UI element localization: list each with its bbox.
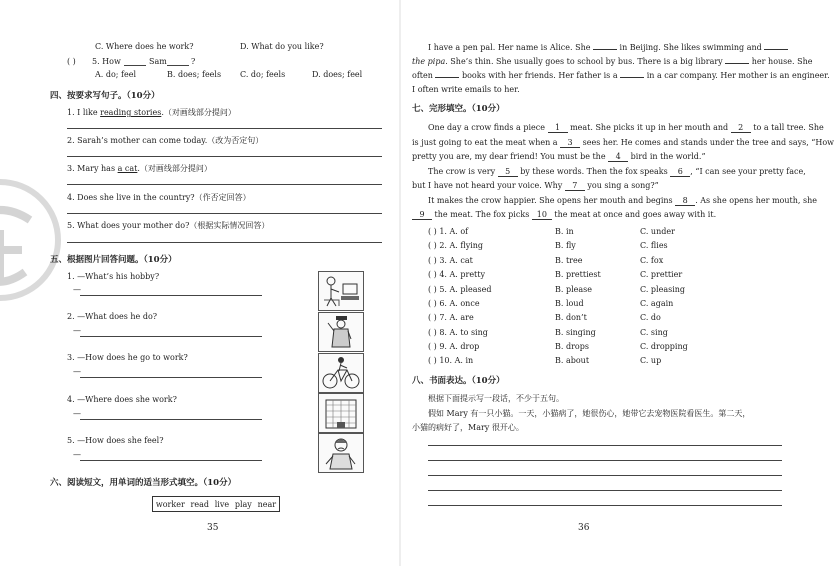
choice-row-1-a[interactable]: ( ) 1. A. of — [428, 227, 469, 236]
q5-paren: ( ) — [67, 57, 76, 66]
sec5-dash-5: — — [73, 450, 81, 459]
left-page — [0, 0, 400, 566]
q5-option-b: B. does; feels — [167, 70, 222, 79]
sec5-answer-line-2[interactable] — [80, 335, 262, 337]
choice-row-2-b[interactable]: B. fly — [555, 241, 576, 250]
sec5-dash-2: — — [73, 326, 81, 335]
sec4-item-5: 5. What does your mother do?（根据实际情况回答） — [67, 221, 270, 230]
choice-row-1-c[interactable]: C. under — [640, 227, 675, 236]
choice-row-1-b[interactable]: B. in — [555, 227, 574, 236]
q4-option-c: C. Where does he work? — [95, 42, 194, 51]
sec5-dash-4: — — [73, 409, 81, 418]
sec5-question-1: 1. —What’s his hobby? — [67, 272, 160, 281]
word-bank-item: near — [257, 499, 277, 509]
sec5-dash-3: — — [73, 367, 81, 376]
boy-computer-icon — [318, 271, 364, 311]
section-6-title: 六、阅读短文，用单词的适当形式填空。（10分） — [50, 478, 237, 488]
choice-row-7-c[interactable]: C. do — [640, 313, 661, 322]
choice-row-5-b[interactable]: B. please — [555, 285, 592, 294]
choice-row-3-a[interactable]: ( ) 3. A. cat — [428, 256, 473, 265]
word-bank-item: worker — [155, 499, 185, 509]
sec8-prompt-line-2: 小猫的病好了，Mary 很开心。 — [412, 423, 524, 432]
sec4-answer-line-1[interactable] — [67, 127, 382, 129]
sec8-prompt-line-1: 假如 Mary 有一只小猫。一天，小猫病了，她很伤心，她带它去宠物医院看医生。第二天， — [428, 409, 751, 418]
sec4-answer-line-2[interactable] — [67, 155, 382, 157]
choice-row-9-c[interactable]: C. dropping — [640, 342, 688, 351]
sec4-item-1: 1. I like reading stories.（对画线部分提问） — [67, 108, 236, 117]
section-8-title: 八、书面表达。（10分） — [412, 376, 505, 386]
q5-option-a: A. do; feel — [95, 70, 137, 79]
q4-option-d: D. What do you like? — [240, 42, 324, 51]
sec5-question-5: 5. —How does she feel? — [67, 436, 164, 445]
choice-row-6-b[interactable]: B. loud — [555, 299, 584, 308]
building-icon — [318, 393, 364, 433]
choice-row-9-a[interactable]: ( ) 9. A. drop — [428, 342, 480, 351]
choice-row-4-b[interactable]: B. prettiest — [555, 270, 601, 279]
choice-row-8-c[interactable]: C. sing — [640, 328, 668, 337]
writing-line-5[interactable] — [428, 504, 782, 506]
choice-row-4-a[interactable]: ( ) 4. A. pretty — [428, 270, 485, 279]
sec4-answer-line-5[interactable] — [67, 241, 382, 243]
choice-row-7-b[interactable]: B. don’t — [555, 313, 587, 322]
sad-girl-icon — [318, 433, 364, 473]
cloze-line-2: is just going to eat the meat when a 3 sees her. He comes and stands under the tree and says, “How — [412, 138, 834, 147]
choice-row-2-a[interactable]: ( ) 2. A. flying — [428, 241, 484, 250]
choice-row-3-b[interactable]: B. tree — [555, 256, 583, 265]
passage-line-4: I often write emails to her. — [412, 85, 520, 94]
section-4-title: 四、按要求写句子。（10分） — [50, 91, 160, 101]
passage-line-2: the pipa. She’s thin. She usually goes to school by bus. There is a big library her house. She — [412, 57, 813, 66]
sec5-dash-1: — — [73, 285, 81, 294]
cloze-line-5: but I have not heard your voice. Why 7 you sing a song?” — [412, 181, 659, 190]
choice-row-5-c[interactable]: C. pleasing — [640, 285, 686, 294]
sec5-answer-line-1[interactable] — [80, 294, 262, 296]
passage-line-1: I have a pen pal. Her name is Alice. She in Beijing. She likes swimming and — [428, 44, 788, 52]
page-number-left: 35 — [207, 523, 219, 533]
sec8-instruction: 根据下面提示写一段话，不少于五句。 — [428, 394, 564, 403]
q5-option-c: C. do; feels — [240, 70, 286, 79]
choice-row-7-a[interactable]: ( ) 7. A. are — [428, 313, 474, 322]
choice-row-8-b[interactable]: B. singing — [555, 328, 596, 337]
word-bank-item: read — [190, 499, 209, 509]
sec4-item-3: 3. Mary has a cat.（对画线部分提问） — [67, 164, 212, 173]
sec4-item-2: 2. Sarah’s mother can come today.（改为否定句） — [67, 136, 264, 145]
sec5-question-4: 4. —Where does she work? — [67, 395, 177, 404]
writing-line-3[interactable] — [428, 474, 782, 476]
bicycle-icon — [318, 353, 364, 393]
q5-stem-a: 5. How — [92, 57, 121, 66]
q5-option-d: D. does; feel — [312, 70, 363, 79]
sec4-answer-line-4[interactable] — [67, 212, 382, 214]
q5-stem-c: ? — [191, 57, 196, 66]
sec5-answer-line-3[interactable] — [80, 376, 262, 378]
choice-row-5-a[interactable]: ( ) 5. A. pleased — [428, 285, 492, 294]
choice-row-4-c[interactable]: C. prettier — [640, 270, 683, 279]
passage-line-3: often books with her friends. Her father is a in a car company. Her mother is an engineer. — [412, 71, 830, 80]
choice-row-10-a[interactable]: ( ) 10. A. in — [428, 356, 474, 365]
choice-row-2-c[interactable]: C. flies — [640, 241, 668, 250]
q5-blank-2[interactable] — [167, 64, 189, 66]
cloze-line-6: It makes the crow happier. She opens her mouth and begins 8 . As she opens her mouth, she — [428, 196, 817, 205]
sec5-question-2: 2. —What does he do? — [67, 312, 158, 321]
sec5-answer-line-4[interactable] — [80, 418, 262, 420]
sec4-item-4: 4. Does she live in the country?（作否定回答） — [67, 193, 251, 202]
choice-row-6-a[interactable]: ( ) 6. A. once — [428, 299, 480, 308]
cloze-line-1: One day a crow finds a piece 1 meat. She picks it up in her mouth and 2 to a tall tree. She — [428, 123, 824, 132]
cloze-line-4: The crow is very 5 by these words. Then the fox speaks 6 , “I can see your pretty face, — [428, 167, 806, 176]
policeman-icon — [318, 312, 364, 352]
right-page — [400, 0, 834, 566]
choice-row-6-c[interactable]: C. again — [640, 299, 674, 308]
section-5-title: 五、根据图片回答问题。（10分） — [50, 255, 177, 265]
sec4-answer-line-3[interactable] — [67, 183, 382, 185]
cloze-line-7: 9 the meat. The fox picks 10 the meat at once and goes away with it. — [412, 211, 716, 220]
q5-stem-b: Sam — [149, 57, 167, 66]
section-7-title: 七、完形填空。（10分） — [412, 104, 505, 114]
choice-row-9-b[interactable]: B. drops — [555, 342, 589, 351]
q5-blank-1[interactable] — [124, 64, 146, 66]
sec5-answer-line-5[interactable] — [80, 459, 262, 461]
page-number-right: 36 — [578, 523, 590, 533]
cloze-line-3: pretty you are, my dear friend! You must be the 4 bird in the world.” — [412, 152, 706, 161]
word-bank-item: live — [214, 499, 230, 509]
choice-row-8-a[interactable]: ( ) 8. A. to sing — [428, 328, 488, 337]
writing-line-4[interactable] — [428, 489, 782, 491]
writing-line-1[interactable] — [428, 444, 782, 446]
sec5-question-3: 3. —How does he go to work? — [67, 353, 188, 362]
word-bank-item: play — [234, 499, 252, 509]
choice-row-10-b[interactable]: B. about — [555, 356, 590, 365]
choice-row-3-c[interactable]: C. fox — [640, 256, 664, 265]
choice-row-10-c[interactable]: C. up — [640, 356, 662, 365]
word-bank — [152, 496, 280, 512]
writing-line-2[interactable] — [428, 459, 782, 461]
